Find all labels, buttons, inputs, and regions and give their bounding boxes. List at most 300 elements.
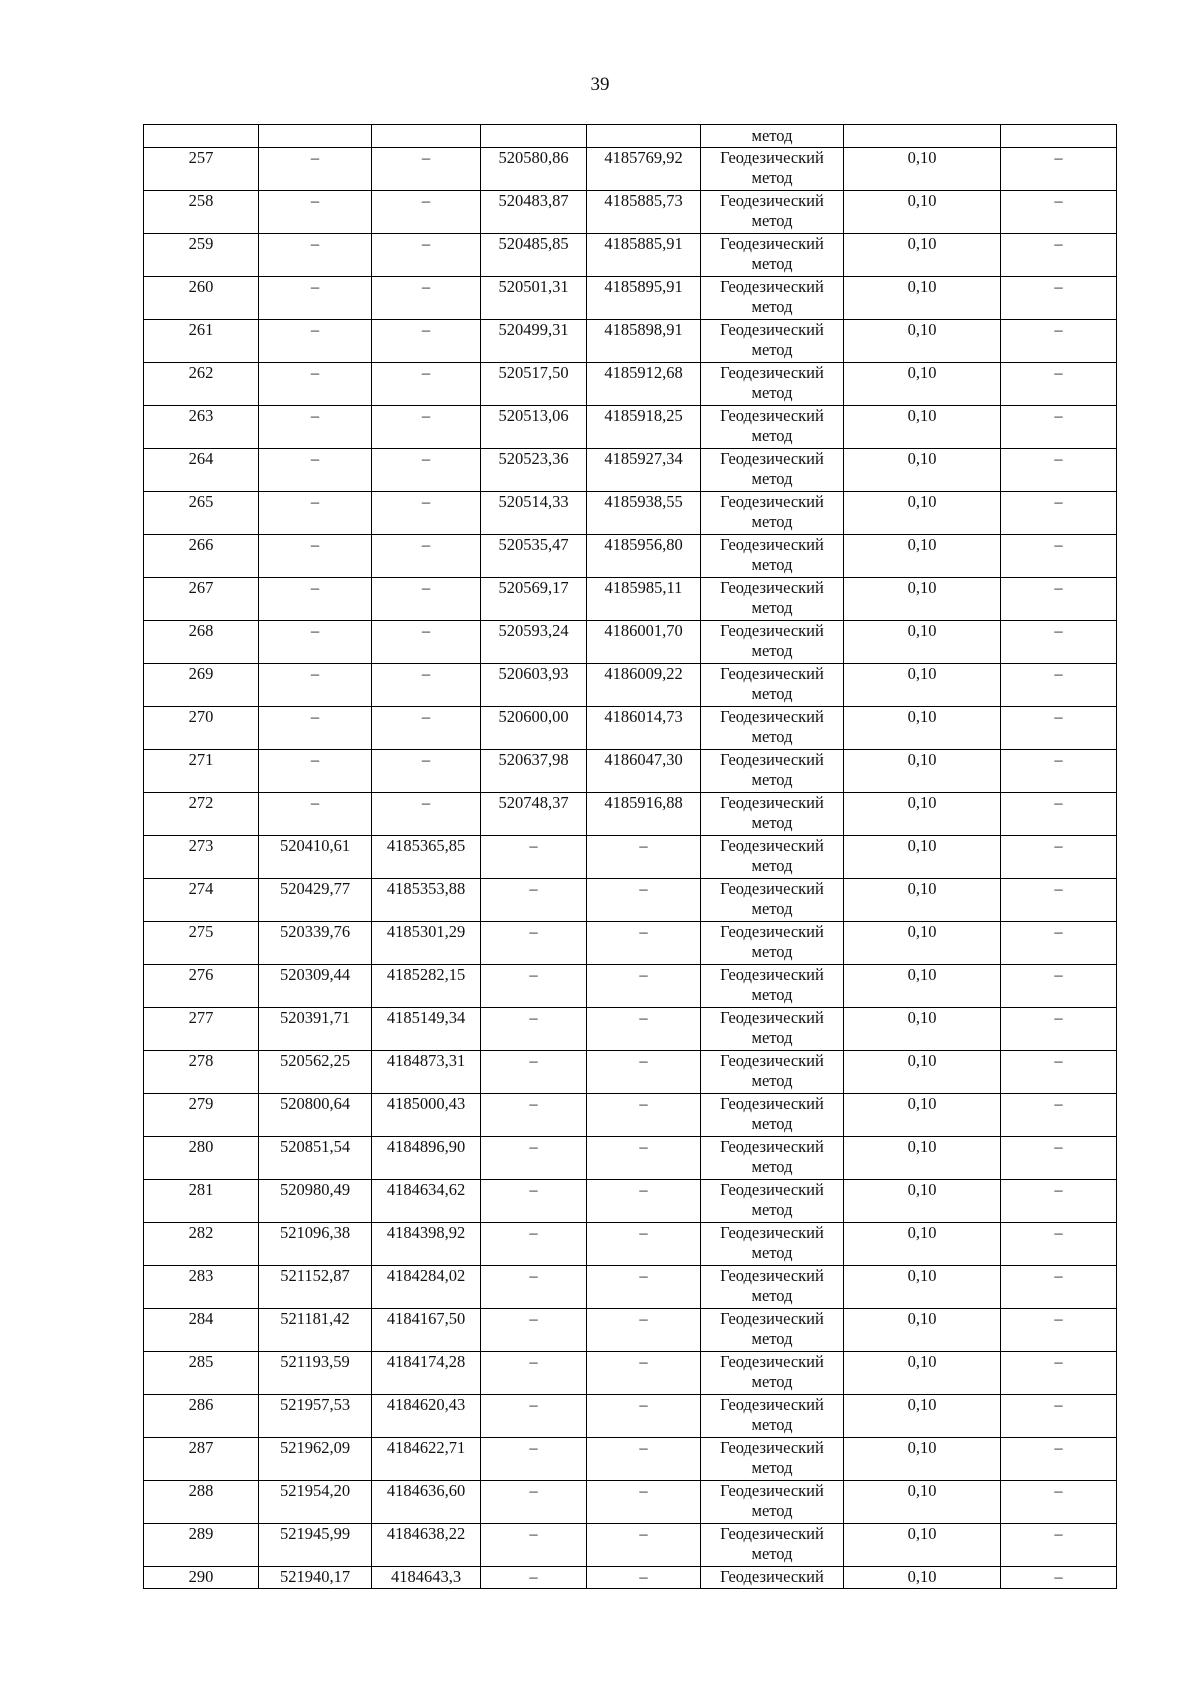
cell-y-new: – bbox=[587, 1481, 701, 1524]
cell-y-new: – bbox=[587, 1352, 701, 1395]
cell-extra: – bbox=[1001, 234, 1117, 277]
cell-y-old: 4184398,92 bbox=[372, 1223, 481, 1266]
cell-x-new: – bbox=[481, 1266, 587, 1309]
cell-x-new: – bbox=[481, 965, 587, 1008]
cell-method: Геодезический метод bbox=[701, 277, 844, 320]
cell-y-old: – bbox=[372, 320, 481, 363]
table-row bbox=[144, 449, 1117, 492]
cell-extra: – bbox=[1001, 1180, 1117, 1223]
cell-extra: – bbox=[1001, 1438, 1117, 1481]
cell-method: Геодезический метод bbox=[701, 1309, 844, 1352]
cell-accuracy: 0,10 bbox=[844, 1051, 1001, 1094]
cell-x-old: 520562,25 bbox=[259, 1051, 372, 1094]
cell-x-old: 521096,38 bbox=[259, 1223, 372, 1266]
cell-method: Геодезический метод bbox=[701, 1094, 844, 1137]
cell-accuracy: 0,10 bbox=[844, 148, 1001, 191]
cell-accuracy: 0,10 bbox=[844, 750, 1001, 793]
cell-y-old: – bbox=[372, 492, 481, 535]
cell-y-new: – bbox=[587, 1094, 701, 1137]
cell-x-old: – bbox=[259, 492, 372, 535]
cell-x-new: – bbox=[481, 1438, 587, 1481]
cell-y-old: 4184896,90 bbox=[372, 1137, 481, 1180]
cell-point-number: 281 bbox=[144, 1180, 259, 1223]
cell-x-new: 520569,17 bbox=[481, 578, 587, 621]
cell-method: Геодезический метод bbox=[701, 148, 844, 191]
cell-empty bbox=[372, 125, 481, 148]
cell-point-number: 286 bbox=[144, 1395, 259, 1438]
cell-accuracy: 0,10 bbox=[844, 449, 1001, 492]
cell-y-old: 4185149,34 bbox=[372, 1008, 481, 1051]
table-row bbox=[144, 1008, 1117, 1051]
cell-method: Геодезический метод bbox=[701, 363, 844, 406]
cell-y-old: – bbox=[372, 234, 481, 277]
cell-point-number: 262 bbox=[144, 363, 259, 406]
cell-empty bbox=[481, 125, 587, 148]
cell-y-old: 4184174,28 bbox=[372, 1352, 481, 1395]
cell-y-new: 4185927,34 bbox=[587, 449, 701, 492]
cell-x-old: 521181,42 bbox=[259, 1309, 372, 1352]
cell-point-number: 282 bbox=[144, 1223, 259, 1266]
cell-x-old: – bbox=[259, 234, 372, 277]
cell-y-new: – bbox=[587, 1567, 701, 1589]
table-row bbox=[144, 1137, 1117, 1180]
cell-method: Геодезический метод bbox=[701, 535, 844, 578]
cell-x-new: – bbox=[481, 1395, 587, 1438]
table-row bbox=[144, 1051, 1117, 1094]
cell-y-new: – bbox=[587, 1395, 701, 1438]
cell-y-new: 4185985,11 bbox=[587, 578, 701, 621]
cell-point-number: 279 bbox=[144, 1094, 259, 1137]
cell-x-old: 521945,99 bbox=[259, 1524, 372, 1567]
cell-x-old: – bbox=[259, 750, 372, 793]
cell-extra: – bbox=[1001, 1309, 1117, 1352]
cell-method: Геодезический метод bbox=[701, 836, 844, 879]
cell-x-old: 521962,09 bbox=[259, 1438, 372, 1481]
cell-x-old: 520429,77 bbox=[259, 879, 372, 922]
table-row bbox=[144, 750, 1117, 793]
cell-method: Геодезический метод bbox=[701, 1524, 844, 1567]
cell-x-new: – bbox=[481, 1352, 587, 1395]
cell-y-old: – bbox=[372, 707, 481, 750]
cell-y-old: 4185000,43 bbox=[372, 1094, 481, 1137]
cell-point-number: 277 bbox=[144, 1008, 259, 1051]
cell-point-number: 287 bbox=[144, 1438, 259, 1481]
cell-extra: – bbox=[1001, 492, 1117, 535]
cell-accuracy: 0,10 bbox=[844, 836, 1001, 879]
cell-point-number: 276 bbox=[144, 965, 259, 1008]
cell-y-old: – bbox=[372, 406, 481, 449]
cell-x-old: 521954,20 bbox=[259, 1481, 372, 1524]
cell-extra: – bbox=[1001, 1223, 1117, 1266]
cell-y-old: – bbox=[372, 148, 481, 191]
cell-extra: – bbox=[1001, 1352, 1117, 1395]
cell-extra: – bbox=[1001, 965, 1117, 1008]
cell-empty bbox=[259, 125, 372, 148]
cell-x-new: – bbox=[481, 1180, 587, 1223]
cell-x-old: – bbox=[259, 191, 372, 234]
cell-x-old: – bbox=[259, 535, 372, 578]
cell-accuracy: 0,10 bbox=[844, 1223, 1001, 1266]
cell-x-old: 521193,59 bbox=[259, 1352, 372, 1395]
cell-point-number: 290 bbox=[144, 1567, 259, 1589]
cell-accuracy: 0,10 bbox=[844, 363, 1001, 406]
cell-y-old: – bbox=[372, 191, 481, 234]
table-row bbox=[144, 1180, 1117, 1223]
cell-x-new: 520748,37 bbox=[481, 793, 587, 836]
cell-x-new: – bbox=[481, 836, 587, 879]
table-body bbox=[144, 125, 1117, 1589]
cell-method: Геодезический метод bbox=[701, 1481, 844, 1524]
cell-x-old: 520339,76 bbox=[259, 922, 372, 965]
cell-y-old: 4184638,22 bbox=[372, 1524, 481, 1567]
cell-y-old: 4184873,31 bbox=[372, 1051, 481, 1094]
cell-accuracy: 0,10 bbox=[844, 1309, 1001, 1352]
table-row bbox=[144, 578, 1117, 621]
cell-method: Геодезический метод bbox=[701, 1223, 844, 1266]
cell-y-new: – bbox=[587, 965, 701, 1008]
cell-accuracy: 0,10 bbox=[844, 406, 1001, 449]
cell-extra: – bbox=[1001, 148, 1117, 191]
cell-y-new: 4185885,91 bbox=[587, 234, 701, 277]
cell-x-new: 520499,31 bbox=[481, 320, 587, 363]
cell-y-new: – bbox=[587, 1266, 701, 1309]
cell-x-new: 520535,47 bbox=[481, 535, 587, 578]
table-row bbox=[144, 1352, 1117, 1395]
cell-x-new: – bbox=[481, 1567, 587, 1589]
cell-extra: – bbox=[1001, 879, 1117, 922]
cell-x-new: – bbox=[481, 1481, 587, 1524]
cell-x-new: 520580,86 bbox=[481, 148, 587, 191]
cell-empty bbox=[587, 125, 701, 148]
cell-accuracy: 0,10 bbox=[844, 1524, 1001, 1567]
cell-y-old: 4184634,62 bbox=[372, 1180, 481, 1223]
cell-x-old: – bbox=[259, 277, 372, 320]
cell-point-number: 289 bbox=[144, 1524, 259, 1567]
cell-point-number: 280 bbox=[144, 1137, 259, 1180]
cell-x-new: 520593,24 bbox=[481, 621, 587, 664]
cell-x-old: 520391,71 bbox=[259, 1008, 372, 1051]
cell-accuracy: 0,10 bbox=[844, 1008, 1001, 1051]
cell-point-number: 259 bbox=[144, 234, 259, 277]
cell-point-number: 269 bbox=[144, 664, 259, 707]
cell-y-new: 4185895,91 bbox=[587, 277, 701, 320]
cell-method: Геодезический метод bbox=[701, 1008, 844, 1051]
cell-method: Геодезический метод bbox=[701, 1051, 844, 1094]
cell-y-new: – bbox=[587, 1180, 701, 1223]
cell-y-new: 4185916,88 bbox=[587, 793, 701, 836]
cell-accuracy: 0,10 bbox=[844, 793, 1001, 836]
cell-x-new: – bbox=[481, 1137, 587, 1180]
cell-y-new: 4185918,25 bbox=[587, 406, 701, 449]
cell-point-number: 274 bbox=[144, 879, 259, 922]
cell-x-old: – bbox=[259, 578, 372, 621]
table-row bbox=[144, 621, 1117, 664]
table-row bbox=[144, 664, 1117, 707]
cell-y-new: – bbox=[587, 836, 701, 879]
cell-method: Геодезический метод bbox=[701, 1137, 844, 1180]
cell-extra: – bbox=[1001, 363, 1117, 406]
cell-y-new: – bbox=[587, 1524, 701, 1567]
table-row bbox=[144, 191, 1117, 234]
cell-point-number: 278 bbox=[144, 1051, 259, 1094]
cell-y-new: 4185898,91 bbox=[587, 320, 701, 363]
cell-extra: – bbox=[1001, 1094, 1117, 1137]
coordinates-table bbox=[143, 124, 1117, 1589]
cell-accuracy: 0,10 bbox=[844, 621, 1001, 664]
table-row bbox=[144, 492, 1117, 535]
cell-extra: – bbox=[1001, 1137, 1117, 1180]
cell-y-old: – bbox=[372, 578, 481, 621]
cell-y-new: 4186047,30 bbox=[587, 750, 701, 793]
cell-extra: – bbox=[1001, 1266, 1117, 1309]
cell-x-old: 520851,54 bbox=[259, 1137, 372, 1180]
cell-y-old: 4184643,3 bbox=[372, 1567, 481, 1589]
cell-accuracy: 0,10 bbox=[844, 1137, 1001, 1180]
cell-method: Геодезический метод bbox=[701, 234, 844, 277]
cell-x-new: 520501,31 bbox=[481, 277, 587, 320]
cell-extra: – bbox=[1001, 750, 1117, 793]
cell-point-number: 263 bbox=[144, 406, 259, 449]
cell-point-number: 257 bbox=[144, 148, 259, 191]
cell-method: Геодезический bbox=[701, 1567, 844, 1589]
cell-x-new: 520637,98 bbox=[481, 750, 587, 793]
cell-y-new: 4186014,73 bbox=[587, 707, 701, 750]
cell-accuracy: 0,10 bbox=[844, 578, 1001, 621]
cell-accuracy: 0,10 bbox=[844, 535, 1001, 578]
cell-point-number: 272 bbox=[144, 793, 259, 836]
cell-extra: – bbox=[1001, 922, 1117, 965]
cell-method: Геодезический метод bbox=[701, 664, 844, 707]
cell-method: Геодезический метод bbox=[701, 406, 844, 449]
cell-point-number: 273 bbox=[144, 836, 259, 879]
cell-y-old: 4184284,02 bbox=[372, 1266, 481, 1309]
cell-x-old: – bbox=[259, 320, 372, 363]
cell-y-old: 4185365,85 bbox=[372, 836, 481, 879]
cell-method: Геодезический метод bbox=[701, 1180, 844, 1223]
cell-x-new: 520485,85 bbox=[481, 234, 587, 277]
cell-point-number: 283 bbox=[144, 1266, 259, 1309]
table-row bbox=[144, 836, 1117, 879]
cell-method: Геодезический метод bbox=[701, 492, 844, 535]
cell-x-old: 521152,87 bbox=[259, 1266, 372, 1309]
cell-x-old: – bbox=[259, 664, 372, 707]
cell-y-old: – bbox=[372, 750, 481, 793]
cell-method: Геодезический метод bbox=[701, 320, 844, 363]
cell-y-old: – bbox=[372, 535, 481, 578]
cell-extra: – bbox=[1001, 1051, 1117, 1094]
cell-accuracy: 0,10 bbox=[844, 965, 1001, 1008]
cell-method: Геодезический метод bbox=[701, 793, 844, 836]
cell-y-new: – bbox=[587, 1223, 701, 1266]
cell-y-old: 4185301,29 bbox=[372, 922, 481, 965]
cell-x-old: 520410,61 bbox=[259, 836, 372, 879]
cell-accuracy: 0,10 bbox=[844, 191, 1001, 234]
cell-x-old: – bbox=[259, 406, 372, 449]
cell-y-old: 4184620,43 bbox=[372, 1395, 481, 1438]
cell-extra: – bbox=[1001, 535, 1117, 578]
table-row bbox=[144, 1567, 1117, 1589]
table-row bbox=[144, 363, 1117, 406]
table-row bbox=[144, 1309, 1117, 1352]
cell-extra: – bbox=[1001, 320, 1117, 363]
cell-extra: – bbox=[1001, 1524, 1117, 1567]
cell-method-continuation: метод bbox=[701, 125, 844, 148]
cell-accuracy: 0,10 bbox=[844, 492, 1001, 535]
table-row bbox=[144, 1266, 1117, 1309]
cell-point-number: 265 bbox=[144, 492, 259, 535]
cell-x-old: 520800,64 bbox=[259, 1094, 372, 1137]
cell-accuracy: 0,10 bbox=[844, 1094, 1001, 1137]
cell-extra: – bbox=[1001, 707, 1117, 750]
cell-y-old: 4185353,88 bbox=[372, 879, 481, 922]
cell-extra: – bbox=[1001, 1395, 1117, 1438]
cell-extra: – bbox=[1001, 578, 1117, 621]
table-row bbox=[144, 1524, 1117, 1567]
table-row bbox=[144, 707, 1117, 750]
cell-method: Геодезический метод bbox=[701, 707, 844, 750]
cell-point-number: 285 bbox=[144, 1352, 259, 1395]
cell-x-new: 520523,36 bbox=[481, 449, 587, 492]
table-row bbox=[144, 234, 1117, 277]
cell-y-old: 4185282,15 bbox=[372, 965, 481, 1008]
cell-method: Геодезический метод bbox=[701, 191, 844, 234]
table-row bbox=[144, 879, 1117, 922]
cell-y-new: – bbox=[587, 1051, 701, 1094]
cell-accuracy: 0,10 bbox=[844, 1481, 1001, 1524]
cell-method: Геодезический метод bbox=[701, 621, 844, 664]
cell-accuracy: 0,10 bbox=[844, 1352, 1001, 1395]
cell-x-new: – bbox=[481, 1051, 587, 1094]
cell-x-new: – bbox=[481, 1524, 587, 1567]
table-row bbox=[144, 1395, 1117, 1438]
cell-x-old: 520980,49 bbox=[259, 1180, 372, 1223]
cell-y-old: – bbox=[372, 277, 481, 320]
cell-extra: – bbox=[1001, 836, 1117, 879]
cell-accuracy: 0,10 bbox=[844, 664, 1001, 707]
cell-y-new: 4185885,73 bbox=[587, 191, 701, 234]
cell-extra: – bbox=[1001, 277, 1117, 320]
cell-y-old: – bbox=[372, 363, 481, 406]
table-row bbox=[144, 965, 1117, 1008]
table-row bbox=[144, 1438, 1117, 1481]
cell-accuracy: 0,10 bbox=[844, 1395, 1001, 1438]
cell-point-number: 261 bbox=[144, 320, 259, 363]
cell-y-new: 4185769,92 bbox=[587, 148, 701, 191]
cell-y-old: – bbox=[372, 793, 481, 836]
cell-y-old: – bbox=[372, 449, 481, 492]
cell-accuracy: 0,10 bbox=[844, 879, 1001, 922]
cell-point-number: 267 bbox=[144, 578, 259, 621]
cell-x-new: – bbox=[481, 1008, 587, 1051]
table-row bbox=[144, 320, 1117, 363]
page-number: 39 bbox=[590, 74, 610, 95]
cell-point-number: 270 bbox=[144, 707, 259, 750]
cell-accuracy: 0,10 bbox=[844, 922, 1001, 965]
cell-point-number: 284 bbox=[144, 1309, 259, 1352]
cell-x-new: 520514,33 bbox=[481, 492, 587, 535]
cell-empty bbox=[1001, 125, 1117, 148]
continuation-row bbox=[144, 125, 1117, 148]
cell-x-new: – bbox=[481, 1309, 587, 1352]
cell-method: Геодезический метод bbox=[701, 922, 844, 965]
cell-method: Геодезический метод bbox=[701, 578, 844, 621]
cell-x-old: – bbox=[259, 707, 372, 750]
table-row bbox=[144, 277, 1117, 320]
cell-y-new: – bbox=[587, 1008, 701, 1051]
cell-y-new: – bbox=[587, 1438, 701, 1481]
cell-y-new: – bbox=[587, 1309, 701, 1352]
cell-method: Геодезический метод bbox=[701, 879, 844, 922]
cell-x-old: – bbox=[259, 621, 372, 664]
cell-x-old: 520309,44 bbox=[259, 965, 372, 1008]
cell-y-new: 4186009,22 bbox=[587, 664, 701, 707]
cell-y-old: 4184622,71 bbox=[372, 1438, 481, 1481]
cell-point-number: 266 bbox=[144, 535, 259, 578]
cell-y-new: 4185912,68 bbox=[587, 363, 701, 406]
cell-x-old: – bbox=[259, 793, 372, 836]
cell-method: Геодезический метод bbox=[701, 1266, 844, 1309]
cell-extra: – bbox=[1001, 793, 1117, 836]
table-row bbox=[144, 1094, 1117, 1137]
table-row bbox=[144, 406, 1117, 449]
cell-method: Геодезический метод bbox=[701, 965, 844, 1008]
table-row bbox=[144, 1481, 1117, 1524]
cell-extra: – bbox=[1001, 449, 1117, 492]
cell-accuracy: 0,10 bbox=[844, 707, 1001, 750]
cell-x-new: – bbox=[481, 879, 587, 922]
cell-method: Геодезический метод bbox=[701, 1395, 844, 1438]
cell-empty bbox=[144, 125, 259, 148]
cell-accuracy: 0,10 bbox=[844, 1567, 1001, 1589]
cell-x-new: – bbox=[481, 1223, 587, 1266]
cell-extra: – bbox=[1001, 406, 1117, 449]
cell-x-new: 520483,87 bbox=[481, 191, 587, 234]
table-row bbox=[144, 1223, 1117, 1266]
cell-x-old: – bbox=[259, 449, 372, 492]
cell-method: Геодезический метод bbox=[701, 750, 844, 793]
cell-accuracy: 0,10 bbox=[844, 1180, 1001, 1223]
cell-point-number: 260 bbox=[144, 277, 259, 320]
cell-y-old: – bbox=[372, 664, 481, 707]
cell-method: Геодезический метод bbox=[701, 1438, 844, 1481]
cell-y-new: – bbox=[587, 1137, 701, 1180]
cell-point-number: 268 bbox=[144, 621, 259, 664]
cell-accuracy: 0,10 bbox=[844, 320, 1001, 363]
cell-extra: – bbox=[1001, 1008, 1117, 1051]
cell-accuracy: 0,10 bbox=[844, 1266, 1001, 1309]
cell-x-new: 520600,00 bbox=[481, 707, 587, 750]
table-row bbox=[144, 535, 1117, 578]
cell-y-new: 4185938,55 bbox=[587, 492, 701, 535]
cell-y-old: 4184167,50 bbox=[372, 1309, 481, 1352]
cell-method: Геодезический метод bbox=[701, 1352, 844, 1395]
cell-empty bbox=[844, 125, 1001, 148]
cell-y-new: 4185956,80 bbox=[587, 535, 701, 578]
cell-x-old: 521957,53 bbox=[259, 1395, 372, 1438]
cell-point-number: 275 bbox=[144, 922, 259, 965]
cell-accuracy: 0,10 bbox=[844, 234, 1001, 277]
cell-method: Геодезический метод bbox=[701, 449, 844, 492]
cell-point-number: 258 bbox=[144, 191, 259, 234]
cell-accuracy: 0,10 bbox=[844, 1438, 1001, 1481]
cell-y-new: – bbox=[587, 922, 701, 965]
cell-point-number: 271 bbox=[144, 750, 259, 793]
cell-extra: – bbox=[1001, 664, 1117, 707]
cell-y-new: – bbox=[587, 879, 701, 922]
cell-x-old: – bbox=[259, 148, 372, 191]
cell-x-new: 520513,06 bbox=[481, 406, 587, 449]
cell-extra: – bbox=[1001, 1481, 1117, 1524]
